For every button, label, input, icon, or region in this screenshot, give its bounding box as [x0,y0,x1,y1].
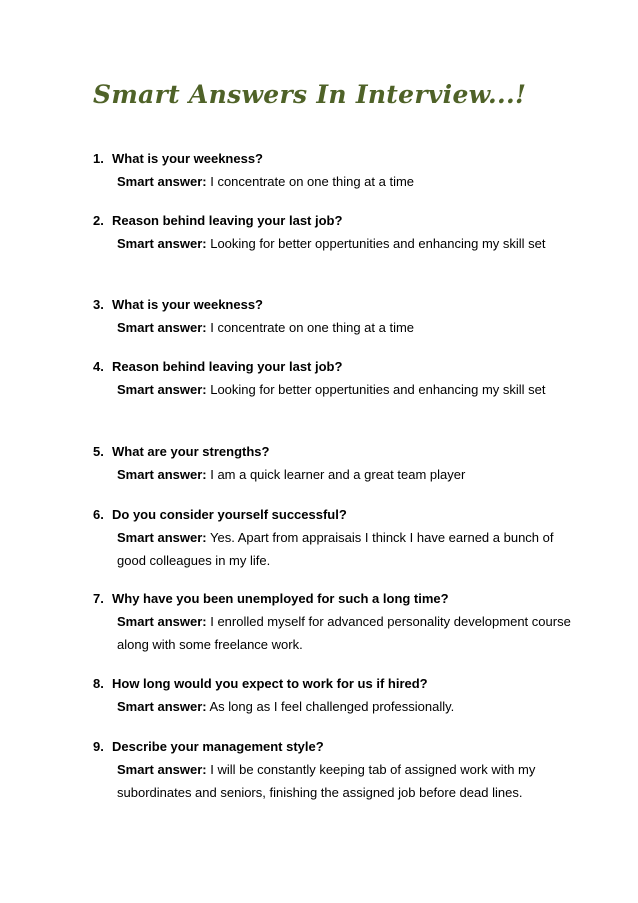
answer-text: I enrolled myself for advanced personality development course along with some freelance work. [117,614,571,652]
question-number: 9. [93,739,104,754]
answer-text: I concentrate on one thing at a time [210,174,415,189]
question-text: Reason behind leaving your last job? [112,213,343,228]
question-text: How long would you expect to work for us if hired? [112,676,428,691]
answer [117,463,573,486]
page-title: Smart Answers In Interview...! [93,80,527,109]
qa-item-4 [93,355,573,401]
question-text: What is your weekness? [112,297,263,312]
qa-item-1 [93,147,573,193]
question-number: 2. [93,213,104,228]
answer-label: Smart answer: [117,467,207,482]
question [93,293,573,316]
question-text: What are your strengths? [112,444,270,459]
qa-item-5 [93,440,573,486]
answer-text: Looking for better oppertunities and enhancing my skill set [210,236,546,251]
answer-text: I will be constantly keeping tab of assigned work with my subordinates and seniors, finishing the assigned job before dead lines. [117,762,536,800]
answer [117,316,573,339]
answer-text: As long as I feel challenged professionally. [209,699,455,714]
answer-label: Smart answer: [117,699,207,714]
answer [117,758,573,804]
answer-label: Smart answer: [117,382,207,397]
qa-item-2 [93,209,573,255]
answer-text: Yes. Apart from appraisais I thinck I have earned a bunch of good colleagues in my life. [117,530,554,568]
question-number: 8. [93,676,104,691]
qa-item-9 [93,735,573,804]
question-number: 7. [93,591,104,606]
question-text: Why have you been unemployed for such a long time? [112,591,449,606]
answer [117,695,573,718]
question [93,440,573,463]
question-text: Describe your management style? [112,739,324,754]
question-number: 4. [93,359,104,374]
answer-label: Smart answer: [117,320,207,335]
qa-item-6 [93,503,573,572]
question [93,147,573,170]
answer [117,232,573,255]
question-number: 1. [93,151,104,166]
answer-label: Smart answer: [117,614,207,629]
question [93,672,573,695]
question [93,503,573,526]
qa-item-8 [93,672,573,718]
qa-item-3 [93,293,573,339]
answer-label: Smart answer: [117,762,207,777]
question-number: 3. [93,297,104,312]
question-number: 5. [93,444,104,459]
answer-label: Smart answer: [117,236,207,251]
question [93,587,573,610]
question [93,735,573,758]
answer-label: Smart answer: [117,530,207,545]
question-text: Reason behind leaving your last job? [112,359,343,374]
answer-text: I am a quick learner and a great team player [210,467,466,482]
answer [117,170,573,193]
question-text: Do you consider yourself successful? [112,507,347,522]
question-number: 6. [93,507,104,522]
answer [117,378,573,401]
question [93,355,573,378]
answer-text: Looking for better oppertunities and enhancing my skill set [210,382,546,397]
question-text: What is your weekness? [112,151,263,166]
answer-text: I concentrate on one thing at a time [210,320,415,335]
answer [117,610,573,656]
qa-item-7 [93,587,573,656]
question [93,209,573,232]
answer [117,526,573,572]
answer-label: Smart answer: [117,174,207,189]
